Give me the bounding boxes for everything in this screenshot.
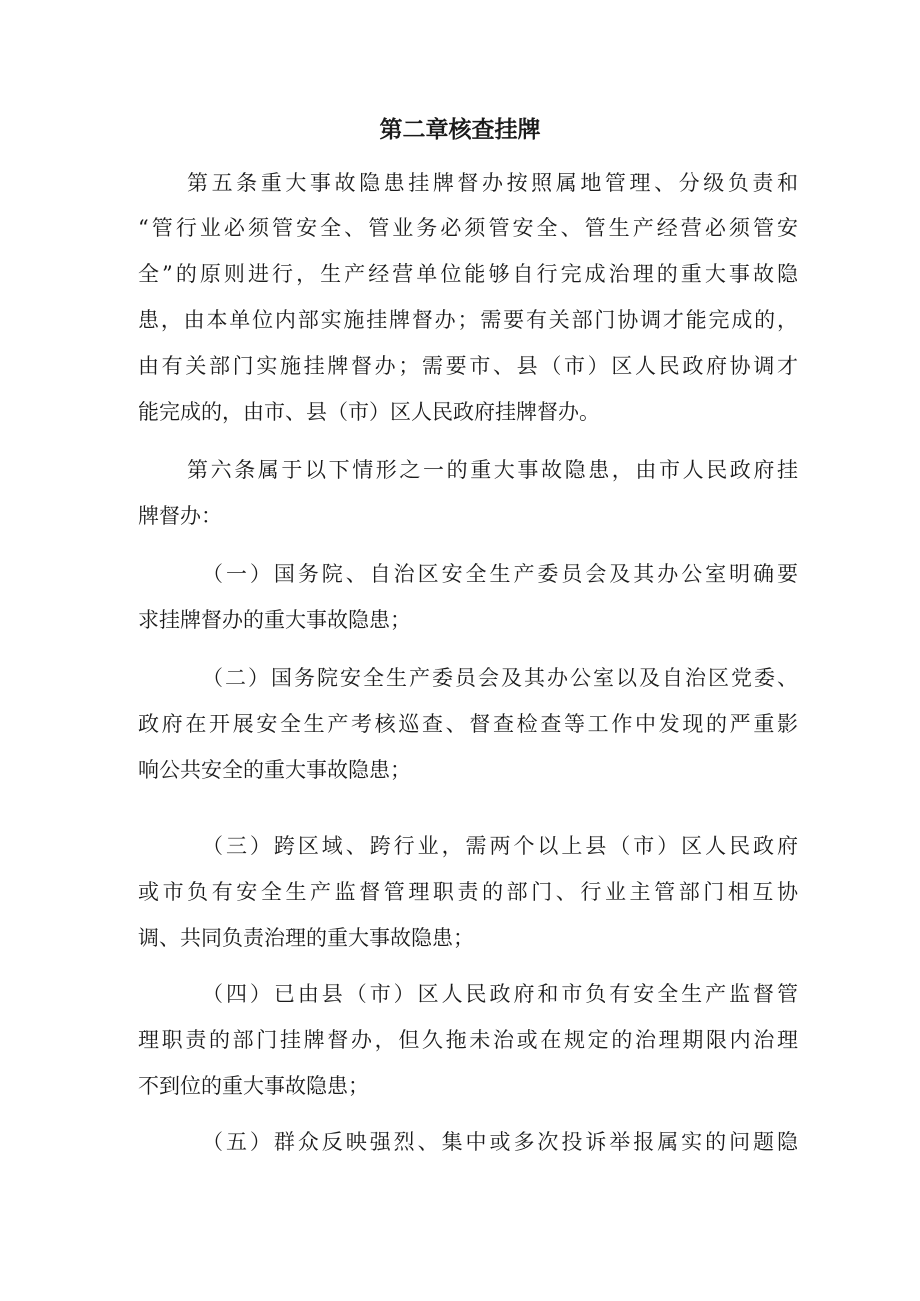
item1-line-1: （一）国务院、自治区安全生产委员会及其办公室明确要 — [202, 562, 798, 586]
article6-line-2: 牌督办： — [138, 504, 222, 528]
item4-line-3: 不到位的重大事故隐患； — [138, 1074, 369, 1098]
item3-line-2: 或市负有安全生产监督管理职责的部门、行业主管部门相互协 — [138, 880, 798, 904]
item4-line-2: 理职责的部门挂牌督办，但久拖未治或在规定的治理期限内治理 — [138, 1028, 798, 1052]
item2-line-3: 响公共安全的重大事故隐患； — [138, 758, 411, 782]
article5-line-2: “管行业必须管安全、管业务必须管安全、管生产经营必须管安 — [138, 216, 798, 240]
item3-line-1: （三）跨区域、跨行业，需两个以上县（市）区人民政府 — [202, 834, 798, 858]
article5-line-4: 患，由本单位内部实施挂牌督办；需要有关部门协调才能完成的， — [138, 308, 798, 332]
article5-line-3: 全”的原则进行，生产经营单位能够自行完成治理的重大事故隐 — [138, 262, 798, 286]
article5-line-5: 由有关部门实施挂牌督办；需要市、县（市）区人民政府协调才 — [138, 354, 798, 378]
item3-line-3: 调、共同负责治理的重大事故隐患； — [138, 926, 474, 950]
item4-line-1: （四）已由县（市）区人民政府和市负有安全生产监督管 — [202, 982, 798, 1006]
article6-line-1: 第六条属于以下情形之一的重大事故隐患，由市人民政府挂 — [187, 458, 798, 482]
chapter-title: 第二章核查挂牌 — [379, 117, 541, 143]
item2-line-2: 政府在开展安全生产考核巡查、督查检查等工作中发现的严重影 — [138, 712, 798, 736]
item2-line-1: （二）国务院安全生产委员会及其办公室以及自治区党委、 — [202, 666, 798, 690]
article5-line-6: 能完成的，由市、县（市）区人民政府挂牌督办。 — [138, 400, 600, 424]
article5-line-1: 第五条重大事故隐患挂牌督办按照属地管理、分级负责和 — [187, 171, 798, 195]
item1-line-2: 求挂牌督办的重大事故隐患； — [138, 608, 411, 632]
item5-line-1: （五）群众反映强烈、集中或多次投诉举报属实的问题隐 — [202, 1130, 798, 1154]
